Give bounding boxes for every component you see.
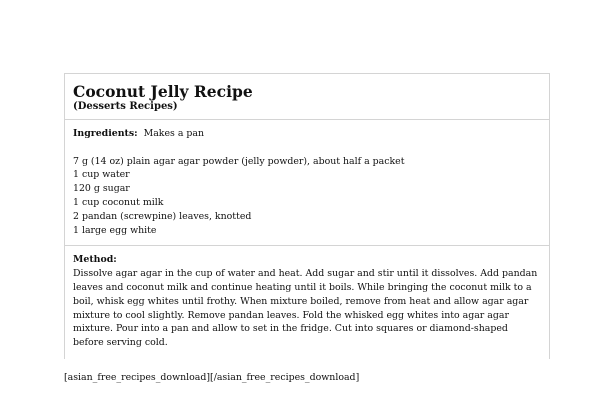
- ingredient-item: 120 g sugar: [73, 183, 130, 195]
- ingredient-item: 1 cup coconut milk: [73, 196, 164, 208]
- recipe-card: [64, 73, 550, 359]
- recipe-category: (Desserts Recipes): [73, 101, 178, 112]
- method-text: Dissolve agar agar in the cup of water and heat. Add sugar and stir until it dissolves. Add pandan leaves and coconut milk and continue heating until it boils. While bringing the coconut milk to a boil, whisk egg whites until frothy. When mixture boiled, remove from heat and allow agar agar mixture to cool slightly. Remove pandan leaves. Fold the whisked egg whites into agar agar mixture. Pour into a pan and allow to set in the fridge. Cut into squares or diamond-shaped before serving cold.: [73, 268, 538, 349]
- ingredients-heading: [73, 127, 541, 141]
- ingredients-list: [73, 155, 541, 238]
- footer-shortcode: [asian_free_recipes_download][/asian_free_recipes_download]: [64, 372, 360, 383]
- method-section: [65, 246, 549, 356]
- recipe-header: [65, 74, 549, 120]
- recipe-title: Coconut Jelly Recipe: [73, 82, 253, 101]
- ingredient-item: 2 pandan (screwpine) leaves, knotted: [73, 210, 252, 222]
- recipe-yield: Makes a pan: [143, 128, 205, 139]
- ingredient-item: 7 g (14 oz) plain agar agar powder (jelly powder), about half a packet: [73, 155, 405, 167]
- ingredient-item: 1 large egg white: [73, 224, 157, 236]
- ingredients-section: [65, 120, 549, 246]
- ingredient-item: 1 cup water: [73, 169, 130, 181]
- ingredients-label: Ingredients:: [73, 128, 138, 139]
- method-label: Method:: [73, 254, 117, 266]
